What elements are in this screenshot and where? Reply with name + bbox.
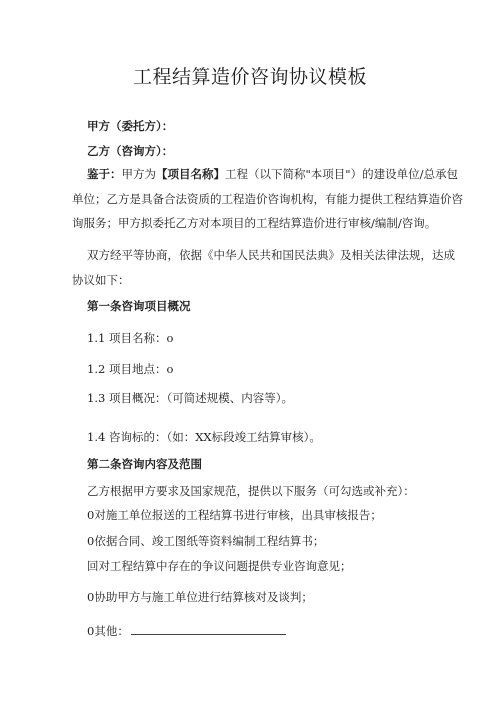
whereas-label: 鉴于： bbox=[87, 167, 122, 181]
article-1-item: 1.2 项目地点：o bbox=[87, 362, 174, 376]
whereas-line-1 bbox=[87, 166, 458, 182]
whereas-line-3: 询服务；甲方拟委托乙方对本项目的工程结算造价进行审核/编制/咨询。 bbox=[72, 216, 437, 230]
article-2-item: 0协助甲方与施工单位进行结算核对及谈判； bbox=[87, 590, 313, 604]
document-title: 工程结算造价咨询协议模板 bbox=[132, 66, 367, 88]
article-1-item: 1.4 咨询标的：（如：XX标段竣工结算审核）。 bbox=[87, 430, 321, 444]
article-1-heading: 第一条咨询项目概况 bbox=[87, 299, 191, 313]
whereas-text-before: 甲方为 bbox=[121, 167, 156, 181]
project-name-placeholder: 【项目名称】 bbox=[156, 167, 225, 181]
article-2-item: 回对工程结算中存在的争议问题提供专业咨询意见； bbox=[87, 559, 352, 573]
whereas-line-1-rest: 工程（以下简称"本项目"）的建设单位/总承包 bbox=[225, 167, 458, 181]
party-b-line: 乙方（咨询方）： bbox=[87, 144, 174, 158]
article-2-item: 0依据合同、竣工图纸等资料编制工程结算书； bbox=[87, 534, 325, 548]
article-1-item: 1.1 项目名称：o bbox=[87, 331, 174, 345]
party-a-line: 甲方（委托方）： bbox=[87, 119, 174, 133]
article-2-heading: 第二条咨询内容及范围 bbox=[87, 457, 202, 471]
other-label: 0其他： bbox=[87, 624, 129, 638]
article-2-intro: 乙方根据甲方要求及国家规范，提供以下服务（可勾选或补充）： bbox=[87, 484, 415, 498]
article-2-other-line bbox=[87, 623, 286, 639]
agreement-line-2: 协议如下： bbox=[72, 273, 130, 287]
other-blank-field[interactable] bbox=[131, 623, 286, 635]
agreement-line-1: 双方经平等协商，依据《中华人民共和国民法典》及相关法律法规，达成 bbox=[87, 248, 455, 262]
whereas-line-2: 单位；乙方是具备合法资质的工程造价咨询机构，有能力提供工程结算造价咨 bbox=[72, 192, 463, 206]
article-2-item: 0对施工单位报送的工程结算书进行审核，出具审核报告； bbox=[87, 508, 382, 522]
article-1-item: 1.3 项目概况：（可简述规模、内容等）。 bbox=[87, 391, 293, 405]
